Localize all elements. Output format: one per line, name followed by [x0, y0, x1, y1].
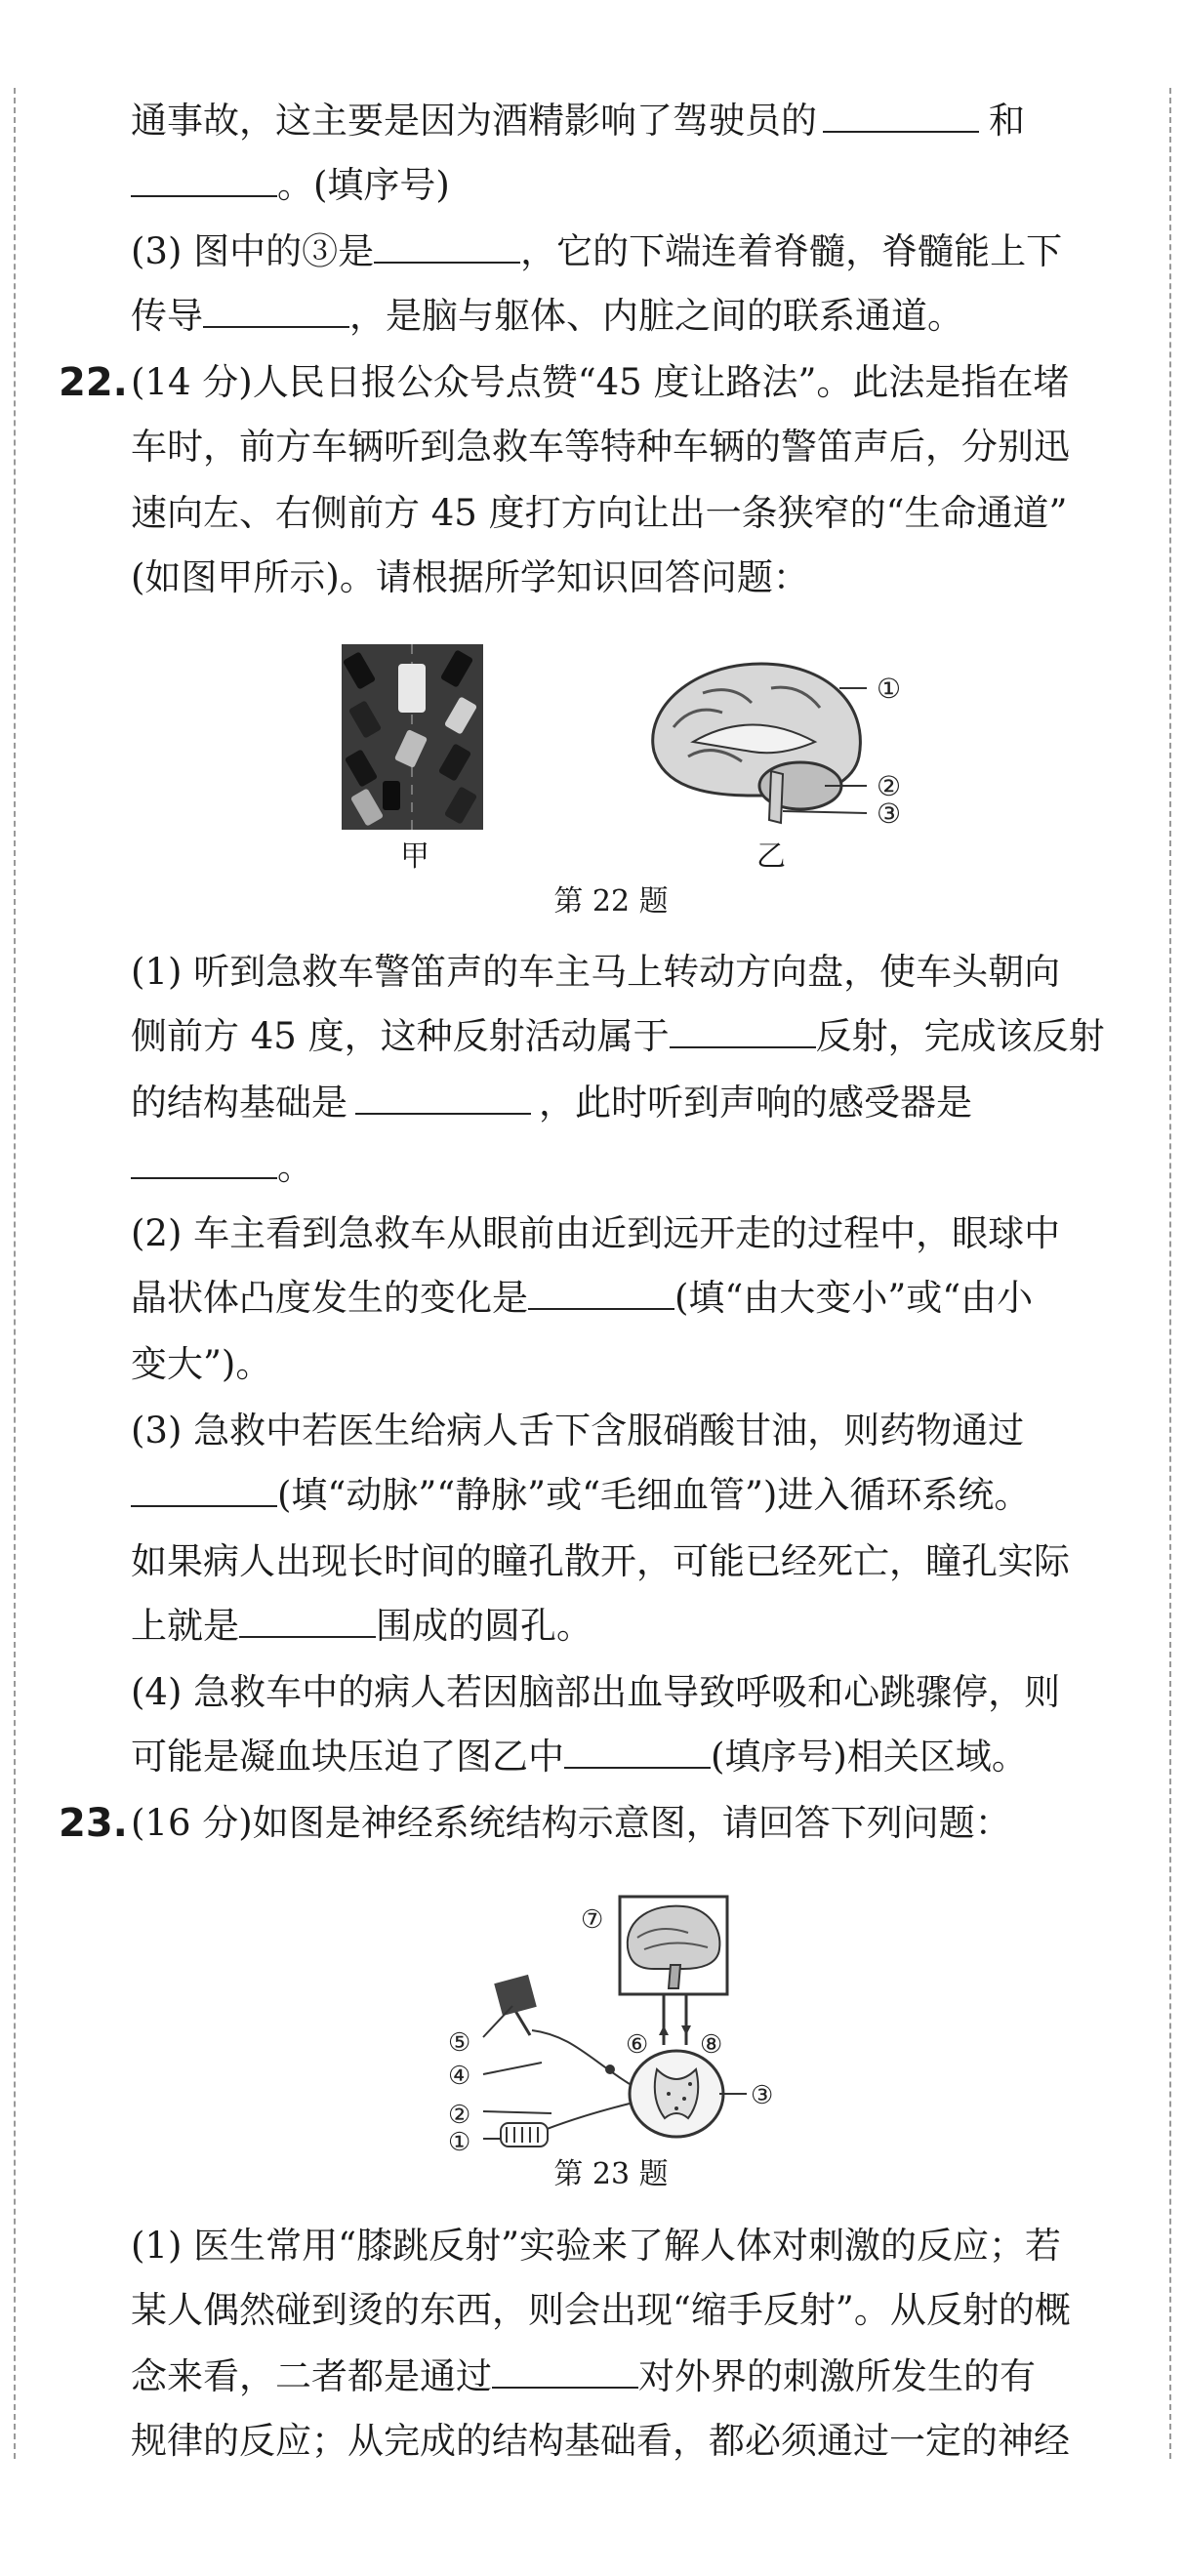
traffic-lane-photo: [342, 644, 483, 830]
text-line: [131, 96, 1126, 146]
text-line: 如果病人出现长时间的瞳孔散开，可能已经死亡，瞳孔实际: [131, 1540, 1070, 1582]
nerve-label-4: ④: [448, 2062, 471, 2091]
text-line: [131, 1142, 1126, 1193]
answer-blank[interactable]: [131, 1472, 277, 1507]
answer-blank[interactable]: [374, 228, 520, 264]
answer-blank[interactable]: [823, 98, 979, 133]
brain-label-2: ②: [877, 770, 902, 802]
answer-blank[interactable]: [131, 162, 277, 197]
text-span: 对外界的刺激所发生的有: [638, 2355, 1036, 2397]
text-line: [131, 1273, 1126, 1324]
text-line: [131, 160, 1126, 211]
text-span: 反射，完成该反射: [815, 1015, 1105, 1057]
text-span: (填序号)相关区域。: [711, 1736, 1028, 1778]
text-span: 。(填序号): [277, 164, 450, 206]
answer-blank[interactable]: [670, 1013, 816, 1048]
text-span: 和: [989, 100, 1025, 142]
answer-blank[interactable]: [492, 2353, 638, 2389]
text-line: (3) 急救中若医生给病人舌下含服硝酸甘油，则药物通过: [131, 1410, 1025, 1452]
text-line: (1) 医生常用“膝跳反射”实验来了解人体对刺激的反应；若: [131, 2225, 1062, 2267]
text-span: ，是脑与躯体、内脏之间的联系通道。: [349, 295, 963, 337]
nerve-label-3: ③: [751, 2081, 774, 2110]
text-span: (填“由大变小”或“由小: [674, 1277, 1034, 1319]
figure-label-jia: 甲: [400, 839, 429, 874]
figure-caption-22: 第 22 题: [553, 884, 669, 919]
nerve-label-2: ②: [448, 2101, 471, 2130]
text-span: (3) 图中的③是: [131, 230, 375, 272]
text-span: 。: [277, 1146, 313, 1188]
figure-caption-23: 第 23 题: [553, 2157, 669, 2191]
right-cut-line: [1169, 88, 1171, 2459]
question-number: 22.: [59, 360, 128, 405]
text-line: 速向左、右侧前方 45 度打方向让出一条狭窄的“生命通道”: [131, 492, 1068, 534]
text-span: 晶状体凸度发生的变化是: [131, 1277, 528, 1319]
figure-label-yi: 乙: [756, 839, 786, 874]
nerve-label-1: ①: [448, 2128, 471, 2157]
answer-blank[interactable]: [355, 1080, 531, 1115]
text-line: (4) 急救车中的病人若因脑部出血导致呼吸和心跳骤停，则: [131, 1671, 1061, 1713]
text-line: (14 分)人民日报公众号点赞“45 度让路法”。此法是指在堵: [131, 361, 1070, 403]
left-cut-line: [14, 88, 16, 2459]
answer-blank[interactable]: [239, 1603, 376, 1638]
text-line: [131, 2351, 1126, 2402]
brain-label-3: ③: [877, 797, 902, 830]
question-number: 23.: [59, 1801, 128, 1846]
text-span: 可能是凝血块压迫了图乙中: [131, 1736, 564, 1778]
text-span: 侧前方 45 度，这种反射活动属于: [131, 1015, 670, 1057]
text-line: [131, 226, 1126, 277]
text-span: ，此时听到声响的感受器是: [539, 1082, 972, 1124]
text-span: 围成的圆孔。: [376, 1605, 592, 1647]
text-line: [131, 1011, 1126, 1062]
text-line: [131, 1732, 1126, 1782]
nerve-label-6: ⑥: [626, 2030, 649, 2060]
text-line: (如图甲所示)。请根据所学知识回答问题：: [131, 556, 809, 598]
text-span: 上就是: [131, 1605, 239, 1647]
brain-label-1: ①: [877, 673, 902, 705]
text-line: (2) 车主看到急救车从眼前由近到远开走的过程中，眼球中: [131, 1212, 1061, 1254]
nerve-label-8: ⑧: [700, 2030, 723, 2060]
text-line: (1) 听到急救车警笛声的车主马上转动方向盘，使车头朝向: [131, 951, 1061, 993]
text-line: 某人偶然碰到烫的东西，则会出现“缩手反射”。从反射的概: [131, 2289, 1071, 2331]
text-line: 车时，前方车辆听到急救车等特种车辆的警笛声后，分别迅: [131, 426, 1070, 468]
text-span: 通事故，这主要是因为酒精影响了驾驶员的: [131, 100, 817, 142]
text-line: [131, 291, 1126, 342]
nerve-label-7: ⑦: [581, 1905, 604, 1935]
answer-blank[interactable]: [564, 1734, 711, 1769]
brain-section-diagram: [634, 649, 908, 835]
text-span: 念来看，二者都是通过: [131, 2355, 492, 2397]
answer-blank[interactable]: [528, 1275, 674, 1310]
text-line: 变大”)。: [131, 1343, 272, 1385]
text-line: [131, 1470, 1126, 1521]
text-line: 规律的反应；从完成的结构基础看，都必须通过一定的神经: [131, 2420, 1070, 2462]
answer-blank[interactable]: [203, 293, 349, 328]
text-span: (填“动脉”“静脉”或“毛细血管”)进入循环系统。: [277, 1474, 1031, 1516]
text-line: [131, 1601, 1126, 1652]
text-span: ，它的下端连着脊髓，脊髓能上下: [520, 230, 1063, 272]
text-line: [131, 1078, 1126, 1128]
nervous-system-diagram: [444, 1889, 796, 2162]
text-span: 传导: [131, 295, 203, 337]
text-line: (16 分)如图是神经系统结构示意图，请回答下列问题：: [131, 1802, 1011, 1844]
nerve-label-5: ⑤: [448, 2028, 471, 2058]
text-span: 的结构基础是: [131, 1082, 347, 1124]
answer-blank[interactable]: [131, 1144, 277, 1179]
